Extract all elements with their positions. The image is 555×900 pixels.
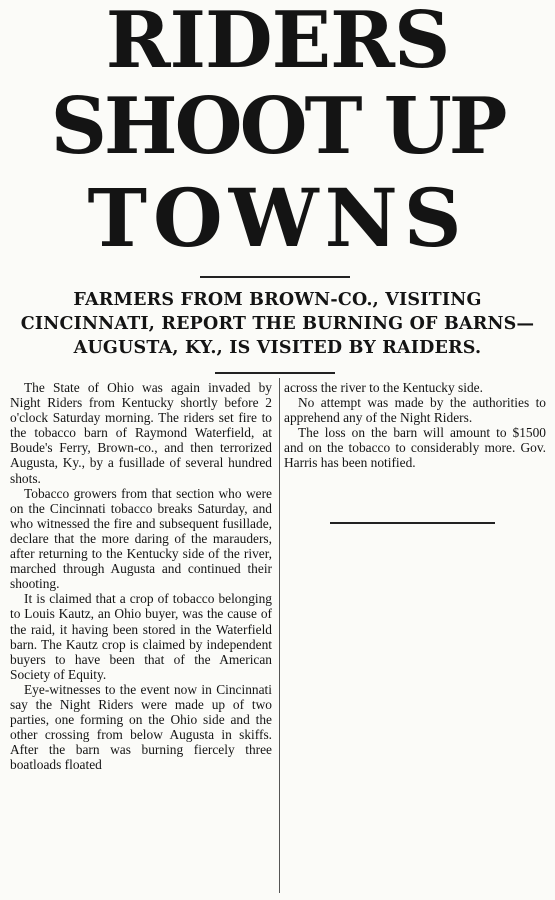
- article-column-left: [10, 380, 272, 772]
- end-of-article-rule: [330, 522, 495, 524]
- article-paragraph: It is claimed that a crop of tobacco belonging to Louis Kautz, an Ohio buyer, was the cause of the raid, it having been stored in the Waterfield barn. The Kautz crop is claimed by independent buyers to have been that of the American Society of Equity.: [10, 591, 272, 682]
- subhead-rule: [215, 372, 335, 374]
- article-paragraph: The loss on the barn will amount to $1500 and on the tobacco to considerably more. Gov. Harris has been notified.: [284, 425, 546, 471]
- article-paragraph: The State of Ohio was again invaded by Night Riders from Kentucky shortly before 2 o'clock Saturday morning. The riders set fire to the tobacco barn of Raymond Waterfield, at Boude's Ferry, Brown-co., and then terrorized Augusta, Ky., by a fusillade of several hundred shots.: [10, 380, 272, 486]
- article-column-right: [284, 380, 546, 471]
- article-paragraph: across the river to the Kentucky side.: [284, 380, 483, 395]
- article-paragraph: Tobacco growers from that section who were on the Cincinnati tobacco breaks Saturday, and who witnessed the fire and subsequent fusillade, declare that the more daring of the marauders, after returning to the Kentucky side of the river, marched through Augusta and continued their shooting.: [10, 485, 272, 592]
- headline-line-1: RIDERS: [105, 0, 450, 86]
- headline-line-2: SHOOT UP: [50, 81, 505, 172]
- article-paragraph: Eye-witnesses to the event now in Cincinnati say the Night Riders were made up of two parties, one forming on the Ohio side and the other crossing from below Augusta in skiffs. After the barn was burning fiercely three boatloads floated: [10, 681, 272, 773]
- headline-line-3: TOWNS: [87, 171, 468, 265]
- headline-rule: [200, 276, 350, 278]
- article-paragraph: No attempt was made by the authorities to apprehend any of the Night Riders.: [284, 395, 546, 426]
- column-divider: [279, 378, 280, 893]
- subheadline: FARMERS FROM BROWN-CO., VISITING CINCINNATI, REPORT THE BURNING OF BARNS—AUGUSTA, KY., IS VISITED BY RAIDERS.: [20, 290, 535, 358]
